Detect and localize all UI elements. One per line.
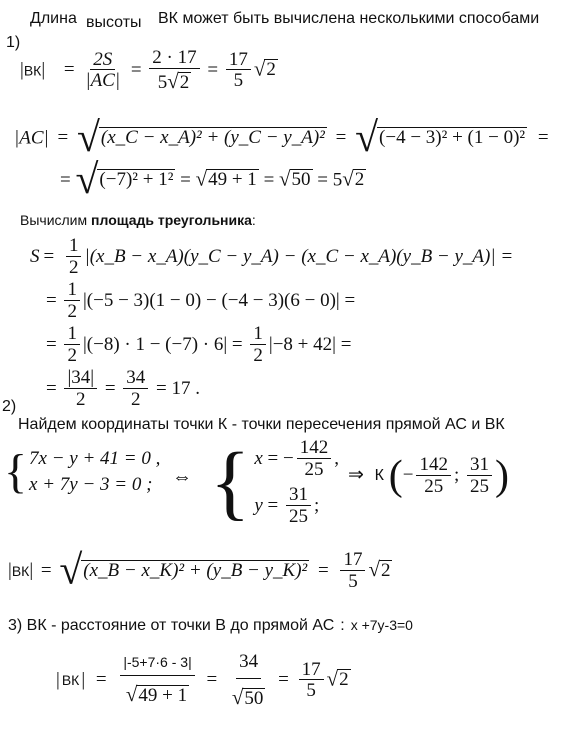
area-l4-num: |34| xyxy=(64,368,97,389)
section-number-2: 2) xyxy=(2,398,17,415)
sol-y-num: 31 xyxy=(286,485,311,506)
sol-y-den: 25 xyxy=(288,505,308,527)
bk-line-den-root: 49 + 1 xyxy=(138,685,188,707)
area-l1: |(x_B − x_A)(y_C − y_A) − (x_C − x_A)(y_B − y_A)| = xyxy=(84,245,514,267)
k-point: ⇒ К (− $\frac{142}{25}$ ; $\frac{31}{25}$ ) xyxy=(348,453,509,499)
bk-line-res-root: 2 xyxy=(339,669,349,691)
sol-x-den: 25 xyxy=(304,458,324,480)
ac-lhs: |AC| xyxy=(14,127,49,149)
sol-x-num: 142 xyxy=(297,438,332,459)
eq1-den-mid: 5 xyxy=(157,71,168,93)
area-intro-plain: Вычислим xyxy=(20,212,92,228)
bk-distance-radicand: (x_B − x_K)² + (y_B − y_K)² xyxy=(83,559,308,581)
area-l4-den: 2 xyxy=(76,388,86,410)
k-label: К xyxy=(374,467,384,485)
area-l4-den2: 2 xyxy=(131,388,141,410)
area-l3a: |(−8) · 1 − (−7) · 6| = xyxy=(82,333,243,355)
area-line-4: = $\frac{|34|}{2}$ = $\frac{34}{2}$ = 17 . xyxy=(46,367,201,410)
heading-part-a: Длина xyxy=(30,10,77,27)
bk-dist-res-den: 5 xyxy=(348,570,358,592)
bk-distance-row: |ВК| = √(x_B − x_K)² + (y_B − y_K)² = $\frac{17}{5}$ √2 xyxy=(8,547,391,594)
area-line-3: = $\frac{1}{2}$ |(−8) · 1 − (−7) · 6| = $\frac{1}{2}$ |−8 + 42| = xyxy=(46,323,352,366)
equiv-symbol: ⇔ xyxy=(172,466,192,488)
area-l3b: |−8 + 42| = xyxy=(268,333,352,355)
bk-line-res-num: 17 xyxy=(299,660,324,681)
eq1-num-left: 2S xyxy=(90,50,115,71)
bk-line-den2-root: 50 xyxy=(244,687,264,709)
bk-line-num: |-5+7·6 - 3| xyxy=(120,655,194,677)
ac-line-2: = √(−7)² + 1² = √49 + 1 = √50 = 5√2 xyxy=(60,157,365,203)
ac2-rad-1: (−7)² + 1² xyxy=(99,169,174,191)
area-l2: |(−5 − 3)(1 − 0) − (−4 − 3)(6 − 0)| = xyxy=(82,289,356,311)
system-left: { 7x − y + 41 = 0 , x + 7y − 3 = 0 ; xyxy=(4,444,161,498)
k-y-den: 25 xyxy=(470,475,489,497)
system-solution: { x = − $\frac{142}{25}$ , y = $\frac{31}{25}$ ; xyxy=(210,435,339,529)
heading-part-c: ВК может быть вычислена несколькими способами xyxy=(158,10,540,27)
section2-heading: Найдем координаты точки К - точки пересечения прямой АС и ВК xyxy=(18,416,505,433)
eq1-den-right: 5 xyxy=(233,70,244,92)
line-ac-equation: x +7y-3=0 xyxy=(350,617,413,633)
eq1-den-left: |AC| xyxy=(85,70,121,92)
ac2-res-root: 2 xyxy=(354,169,365,191)
eq1-den-mid-root: 2 xyxy=(179,71,190,93)
implies-symbol: ⇒ xyxy=(348,464,364,486)
bk-label-3: ВК xyxy=(61,672,80,689)
bk-dist-res-root: 2 xyxy=(380,559,391,581)
ac-rad-2: (−4 − 3)² + (1 − 0)² xyxy=(379,127,526,149)
area-line-1: S = $\frac{1}{2}$ |(x_B − x_A)(y_C − y_A) − (x_C − x_A)(y_B − y_A)| = xyxy=(30,235,514,278)
area-l4-result: = 17 . xyxy=(156,377,201,399)
k-y-num: 31 xyxy=(467,455,492,476)
ac2-rad-2: 49 + 1 xyxy=(208,169,257,191)
bk-line-distance-row: | ВК | = |-5+7·6 - 3| √49 + 1 = $\frac{34}{√50}$ = $\frac{17}{5}$ √2 xyxy=(56,651,349,709)
bk-dist-res-num: 17 xyxy=(340,550,365,571)
area-intro-bold: площадь треугольника xyxy=(91,212,252,228)
k-x-num: 142 xyxy=(416,455,451,476)
eq1-num-right: 17 xyxy=(226,50,251,71)
system-eq-2: x + 7y − 3 = 0 ; xyxy=(29,473,153,495)
eq1-root: 2 xyxy=(266,59,276,81)
bk-line-num2: 34 xyxy=(236,652,261,679)
k-x-den: 25 xyxy=(424,475,444,497)
system-eq-1: 7x − y + 41 = 0 , xyxy=(29,448,161,469)
section3-heading-text: 3) ВК - расстояние от точки В до прямой АС xyxy=(8,617,335,634)
ac2-res-coef: 5 xyxy=(332,169,343,191)
ac-rad-1: (x_C − x_A)² + (y_C − y_A)² xyxy=(100,127,325,149)
eq1-num-mid: 2 · 17 xyxy=(149,48,199,69)
ac2-rad-3: 50 xyxy=(291,169,311,191)
area-intro-end: : xyxy=(251,212,256,228)
area-intro xyxy=(20,212,256,228)
bk-line-res-den: 5 xyxy=(306,680,316,702)
area-l4-num2: 34 xyxy=(123,368,148,389)
section-number-1: 1) xyxy=(6,34,21,51)
ac-line-1: |AC| = √(x_C − x_A)² + (y_C − y_A)² = √(−4 − 3)² + (1 − 0)² = xyxy=(14,115,549,161)
area-line-2: = $\frac{1}{2}$ |(−5 − 3)(1 − 0) − (−4 − 3)(6 − 0)| = xyxy=(46,279,356,322)
bk-label-2: ВК xyxy=(11,562,30,579)
section3-heading: 3) ВК - расстояние от точки В до прямой АС : x +7y-3=0 xyxy=(8,617,413,634)
bk-formula-row: |ВК| = $\frac{2S}{|AC|}$ = $\frac{2 \cdot 17}{5√2}$ = $\frac{17}{5}$ √2 xyxy=(20,47,276,93)
heading-part-b: высоты xyxy=(86,14,142,31)
bk-label: ВК xyxy=(23,62,42,79)
